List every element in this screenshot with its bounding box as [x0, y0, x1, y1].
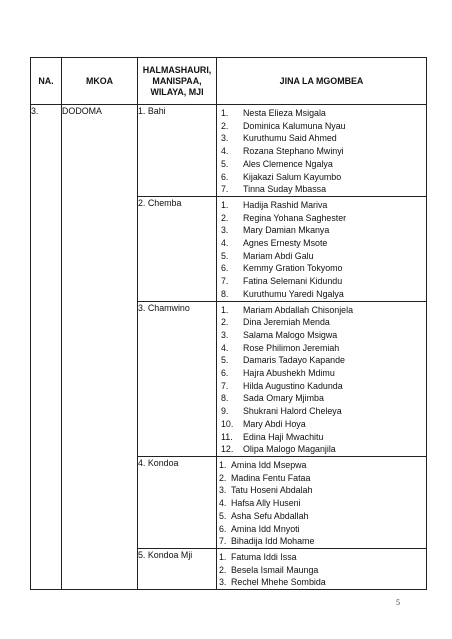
- candidate-name: Shukrani Halord Cheleya: [243, 406, 342, 417]
- candidate-number: 3.: [219, 577, 227, 588]
- candidate-number: 4.: [221, 146, 229, 157]
- candidate-name: Tinna Suday Mbassa: [243, 184, 327, 195]
- candidate-item: [217, 199, 426, 212]
- table-row: [31, 105, 427, 197]
- candidate-name: Asha Sefu Abdallah: [231, 510, 309, 521]
- candidate-name: Fatuma Iddi Issa: [231, 551, 297, 562]
- candidate-item: [217, 510, 426, 523]
- candidate-number: 1.: [221, 199, 229, 210]
- candidate-name: Amina Idd Mnyoti: [231, 523, 300, 534]
- candidate-item: [217, 250, 426, 263]
- candidate-name: Sada Omary Mjimba: [243, 393, 324, 404]
- candidate-name: Dina Jeremiah Menda: [243, 317, 330, 328]
- council-name: 1. Bahi: [138, 105, 217, 197]
- candidate-number: 5.: [221, 158, 229, 169]
- candidate-item: [217, 212, 426, 225]
- candidate-name: Salama Malogo Msigwa: [243, 329, 338, 340]
- candidate-item: [217, 405, 426, 418]
- candidate-item: [217, 107, 426, 120]
- candidate-item: [217, 262, 426, 275]
- candidate-item: [217, 329, 426, 342]
- candidate-item: [217, 171, 426, 184]
- council-name: 5. Kondoa Mji: [138, 548, 217, 589]
- candidate-number: 5.: [219, 510, 227, 521]
- candidate-number: 11.: [221, 431, 233, 442]
- candidate-name: Rechel Mhehe Sombida: [231, 577, 326, 588]
- candidate-name: Nesta Elieza Msigala: [243, 108, 326, 118]
- candidate-item: [217, 418, 426, 431]
- candidate-name: Rozana Stephano Mwinyi: [243, 146, 344, 157]
- candidate-cell: [217, 456, 427, 548]
- candidate-number: 6.: [221, 171, 229, 182]
- candidate-item: [217, 132, 426, 145]
- candidate-name: Agnes Ernesty Msote: [243, 238, 328, 249]
- region-number: 3.: [31, 105, 62, 590]
- candidate-number: 6.: [221, 263, 229, 274]
- candidate-number: 2.: [219, 472, 227, 483]
- candidate-number: 12.: [221, 444, 234, 455]
- candidate-name: Damaris Tadayo Kapande: [243, 355, 345, 366]
- candidate-item: [217, 459, 426, 472]
- candidate-item: [217, 158, 426, 171]
- header-halmashauri: [138, 58, 217, 105]
- region-name: DODOMA: [62, 105, 138, 590]
- candidate-item: [217, 304, 426, 317]
- table-header-row: [31, 58, 427, 105]
- candidate-number: 5.: [221, 355, 229, 366]
- candidate-number: 2.: [221, 317, 229, 328]
- candidate-item: [217, 275, 426, 288]
- candidate-cell: [217, 105, 427, 197]
- candidate-number: 1.: [221, 108, 229, 118]
- candidate-name: Kuruthumu Yaredi Ngalya: [243, 288, 344, 299]
- header-halmashauri-line: WILAYA, MJI: [150, 86, 204, 97]
- candidate-cell: [217, 301, 427, 456]
- candidate-number: 7.: [219, 536, 227, 547]
- candidate-number: 4.: [221, 342, 229, 353]
- candidate-item: [217, 367, 426, 380]
- council-name: 4. Kondoa: [138, 456, 217, 548]
- candidate-number: 8.: [221, 393, 229, 404]
- candidate-number: 3.: [221, 225, 229, 236]
- candidate-item: [217, 472, 426, 485]
- candidate-list: [217, 549, 426, 589]
- candidate-item: [217, 120, 426, 133]
- candidate-item: [217, 183, 426, 196]
- candidates-table: [30, 57, 427, 590]
- candidate-item: [217, 497, 426, 510]
- candidate-list: [217, 197, 426, 301]
- candidate-number: 2.: [221, 212, 229, 223]
- header-na: NA.: [31, 58, 62, 105]
- candidate-name: Kuruthumu Said Ahmed: [243, 133, 337, 144]
- candidate-number: 7.: [221, 184, 229, 195]
- candidate-number: 7.: [221, 276, 229, 287]
- candidate-cell: [217, 196, 427, 301]
- candidate-cell: [217, 548, 427, 589]
- candidate-name: Hajra Abushekh Mdimu: [243, 368, 335, 379]
- candidate-item: [217, 145, 426, 158]
- candidate-number: 2.: [219, 564, 227, 575]
- candidate-name: Madina Fentu Fataa: [231, 472, 311, 483]
- candidate-item: [217, 535, 426, 548]
- candidate-name: Amina Idd Msepwa: [231, 459, 307, 470]
- candidate-number: 3.: [221, 329, 229, 340]
- candidate-number: 10.: [221, 418, 234, 429]
- candidate-name: Mariam Abdi Galu: [243, 250, 314, 261]
- candidate-list: [217, 105, 426, 196]
- candidate-item: [217, 551, 426, 564]
- candidate-name: Mary Damian Mkanya: [243, 225, 330, 236]
- candidate-number: 9.: [221, 406, 229, 417]
- candidate-number: 6.: [221, 368, 229, 379]
- candidate-number: 1.: [219, 459, 227, 470]
- candidate-item: [217, 564, 426, 577]
- candidate-name: Kemmy Gration Tokyomo: [243, 263, 343, 274]
- candidate-name: Bihadija Idd Mohame: [231, 536, 315, 547]
- candidate-number: 1.: [219, 551, 227, 562]
- header-mkoa: MKOA: [62, 58, 138, 105]
- candidate-name: Mariam Abdallah Chisonjela: [243, 304, 354, 315]
- candidate-list: [217, 457, 426, 548]
- candidate-name: Fatina Selemani Kidundu: [243, 276, 343, 287]
- candidate-number: 6.: [219, 523, 227, 534]
- candidate-item: [217, 342, 426, 355]
- candidate-number: 3.: [219, 485, 227, 496]
- candidate-list: [217, 302, 426, 456]
- candidate-item: [217, 576, 426, 589]
- council-name: 2. Chemba: [138, 196, 217, 301]
- candidate-name: Olipa Malogo Maganjila: [243, 444, 336, 455]
- candidate-number: 7.: [221, 380, 229, 391]
- candidate-item: [217, 316, 426, 329]
- candidate-name: Hafsa Ally Huseni: [231, 498, 301, 509]
- candidate-item: [217, 354, 426, 367]
- candidate-name: Besela Ismail Maunga: [231, 564, 319, 575]
- candidate-item: [217, 484, 426, 497]
- candidate-name: Kijakazi Salum Kayumbo: [243, 171, 342, 182]
- candidate-item: [217, 523, 426, 536]
- header-halmashauri-line: MANISPAA,: [152, 75, 202, 86]
- candidate-name: Regina Yohana Saghester: [243, 212, 347, 223]
- page-number: 5: [396, 598, 400, 607]
- candidate-item: [217, 288, 426, 301]
- candidate-name: Ales Clemence Ngalya: [243, 158, 333, 169]
- candidate-name: Rose Philimon Jeremiah: [243, 342, 340, 353]
- council-name: 3. Chamwino: [138, 301, 217, 456]
- candidate-item: [217, 431, 426, 444]
- candidate-number: 3.: [221, 133, 229, 144]
- candidate-name: Mary Abdi Hoya: [243, 418, 306, 429]
- candidate-number: 5.: [221, 250, 229, 261]
- candidate-number: 8.: [221, 288, 229, 299]
- candidate-item: [217, 237, 426, 250]
- candidate-number: 2.: [221, 120, 229, 131]
- header-jina: JINA LA MGOMBEA: [217, 58, 427, 105]
- candidate-item: [217, 224, 426, 237]
- candidate-item: [217, 392, 426, 405]
- candidate-name: Hadija Rashid Mariva: [243, 199, 328, 210]
- candidate-name: Tatu Hoseni Abdalah: [231, 485, 313, 496]
- candidate-name: Dominica Kalumuna Nyau: [243, 120, 346, 131]
- candidate-number: 1.: [221, 304, 229, 315]
- candidate-number: 4.: [221, 238, 229, 249]
- header-halmashauri-line: HALMASHAURI,: [142, 64, 212, 75]
- candidate-name: Hilda Augustino Kadunda: [243, 380, 343, 391]
- candidate-item: [217, 443, 426, 456]
- candidate-item: [217, 380, 426, 393]
- candidate-name: Edina Haji Mwachitu: [243, 431, 324, 442]
- candidate-number: 4.: [219, 498, 227, 509]
